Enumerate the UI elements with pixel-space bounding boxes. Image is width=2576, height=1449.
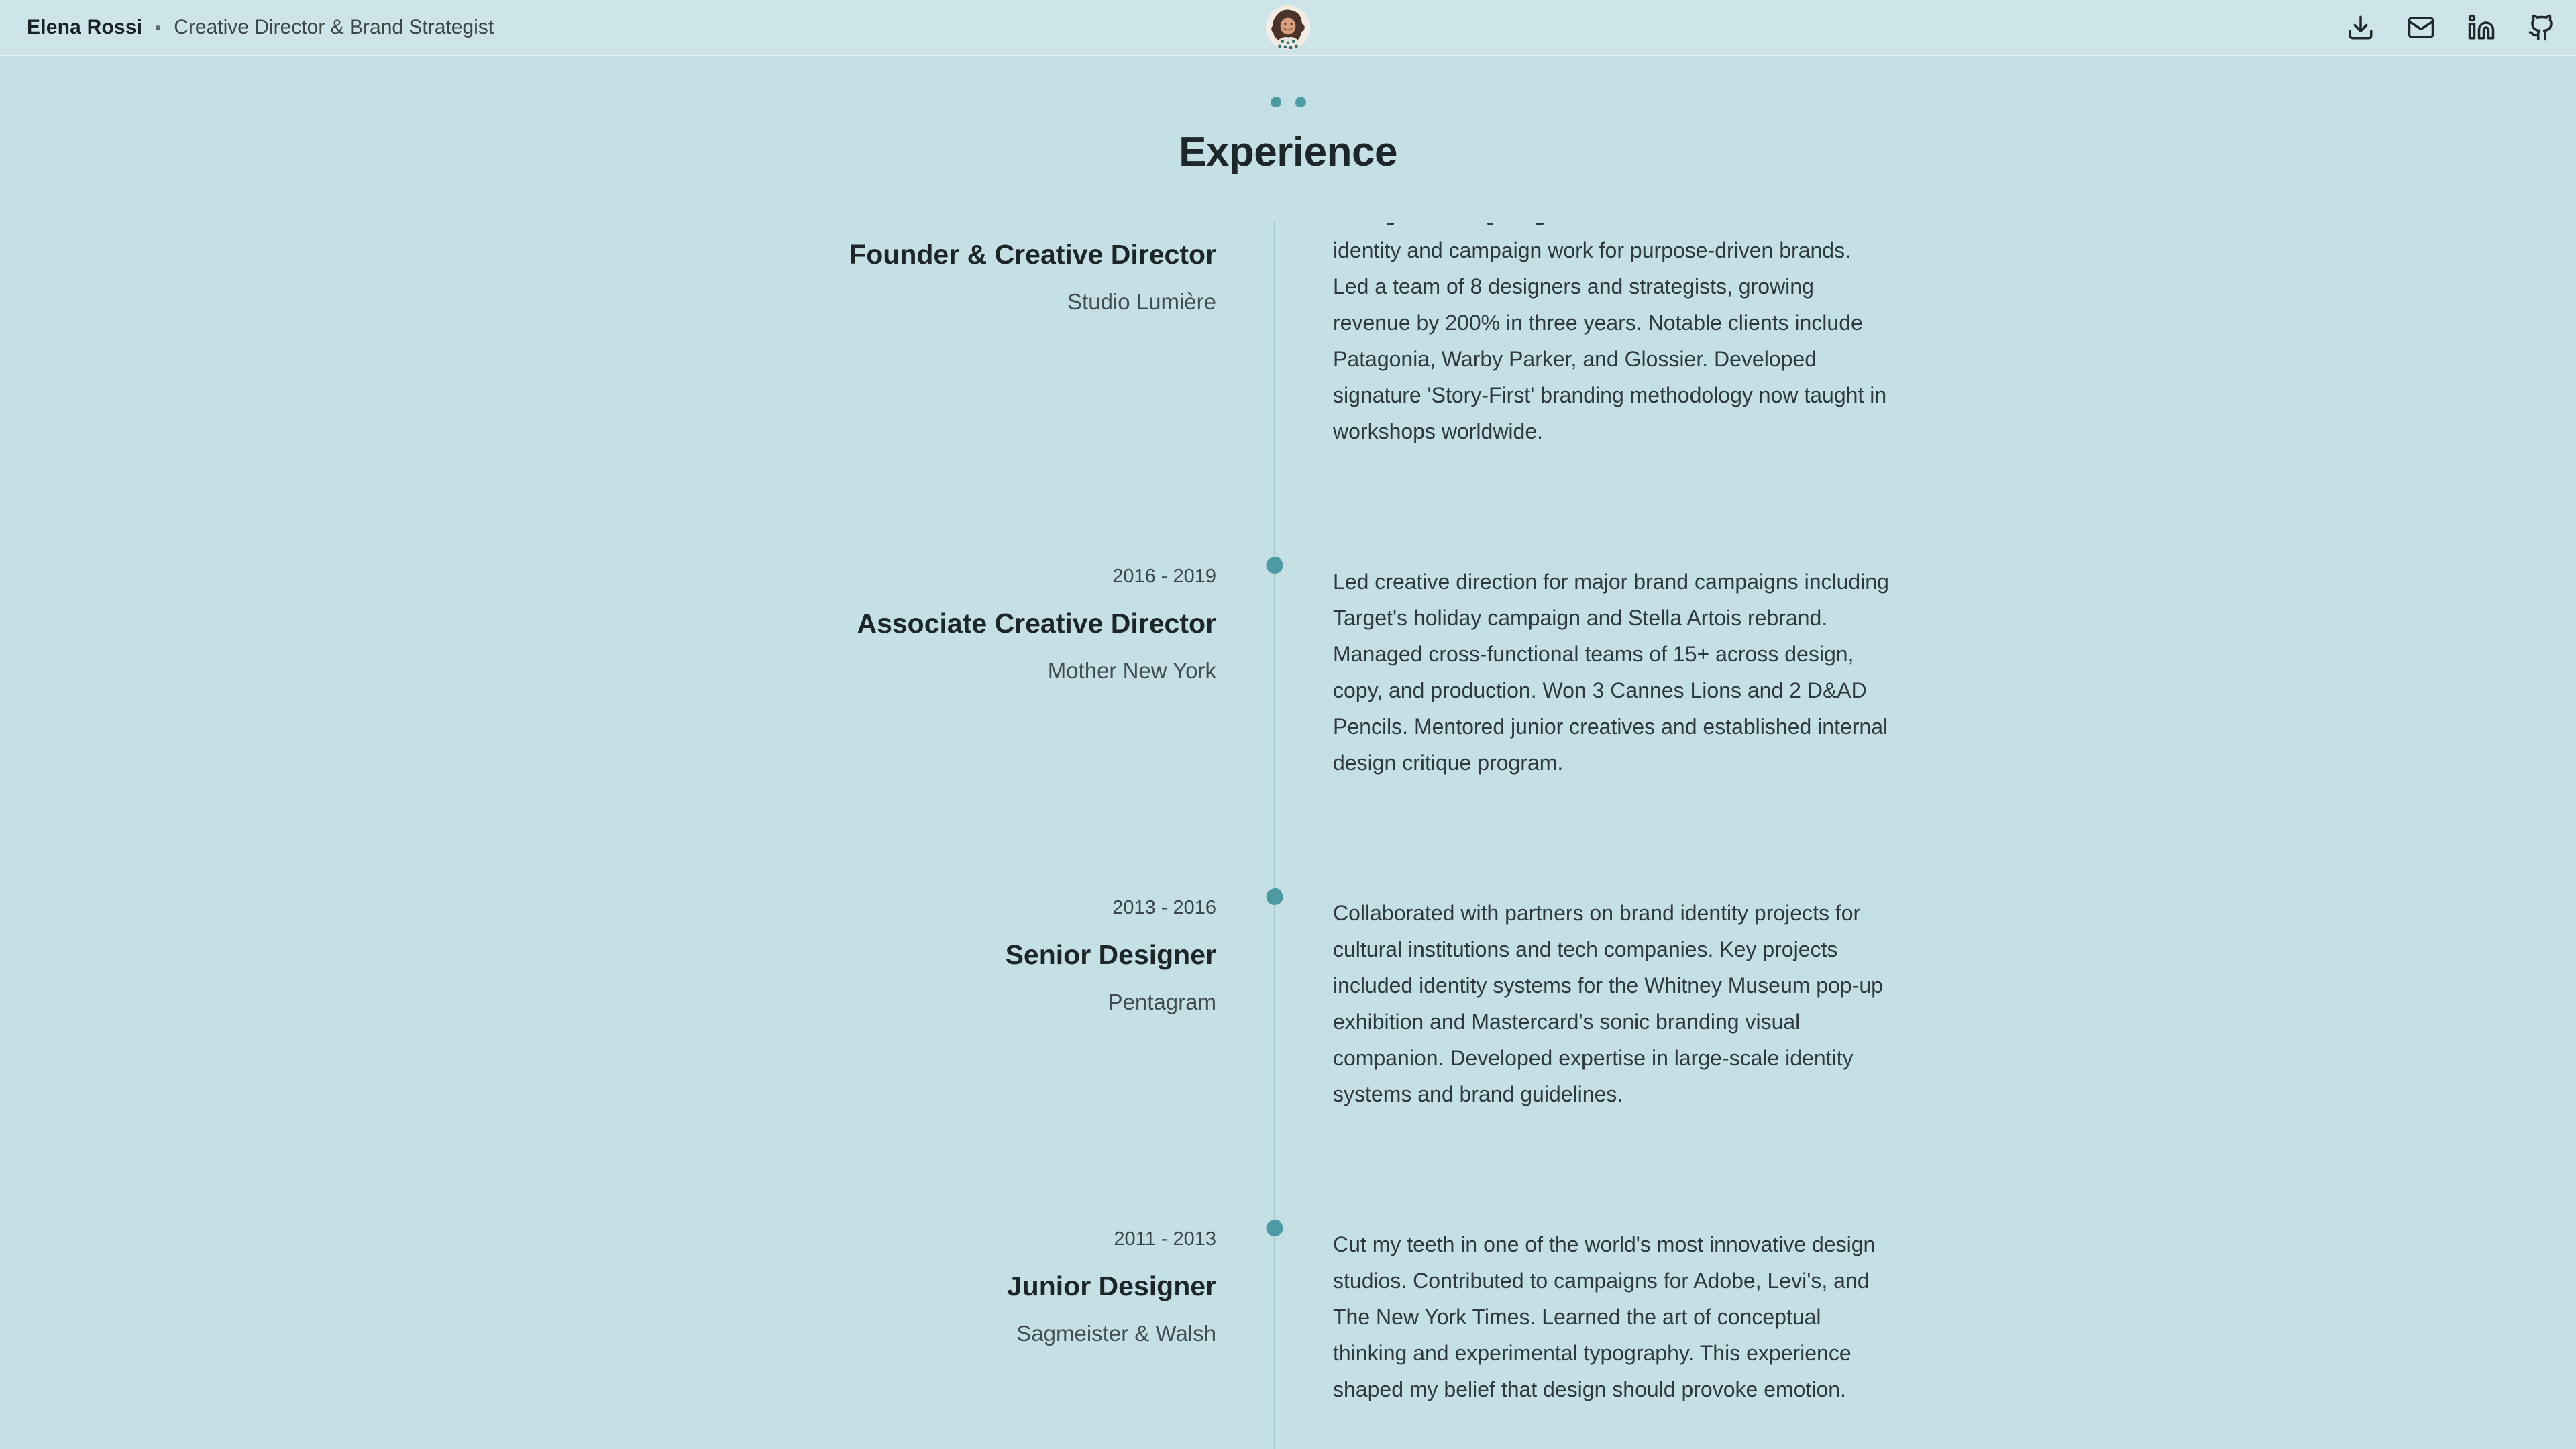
experience-timeline [686, 221, 1890, 1407]
download-icon [2347, 13, 2375, 42]
identity-block [27, 16, 2347, 39]
clipped-text-fragment [1387, 223, 1394, 225]
linkedin-icon [2467, 13, 2496, 42]
mail-icon [2407, 13, 2435, 42]
job-role: Junior Designer [1006, 1271, 1216, 1301]
experience-item-body [1333, 221, 1890, 449]
experience-item [686, 564, 1890, 781]
timeline-gutter [1216, 221, 1333, 449]
separator-dot [156, 25, 160, 30]
timeline-dot [1267, 557, 1283, 574]
experience-item [686, 1226, 1890, 1407]
timeline-gutter [1216, 564, 1333, 781]
download-button[interactable] [2347, 13, 2375, 42]
clipped-text-fragment [1487, 223, 1493, 225]
section-indicator-dot-2[interactable] [1295, 97, 1306, 107]
job-dates: 2016 - 2019 [1112, 566, 1216, 587]
section-indicator-dot-1[interactable] [1271, 97, 1281, 107]
experience-item [686, 221, 1890, 449]
job-company: Pentagram [1108, 989, 1216, 1014]
timeline-gutter [1216, 895, 1333, 1112]
job-company: Sagmeister & Walsh [1016, 1321, 1216, 1346]
person-name: Elena Rossi [27, 16, 143, 38]
section-indicators [0, 97, 2576, 107]
experience-item-meta [686, 895, 1216, 1112]
header-actions [2347, 13, 2556, 42]
clipped-text-fragment [1536, 223, 1544, 225]
job-company: Studio Lumière [1067, 289, 1216, 314]
linkedin-button[interactable] [2467, 13, 2496, 42]
avatar[interactable] [1266, 5, 1310, 50]
experience-item-meta [686, 221, 1216, 449]
experience-item-meta [686, 564, 1216, 781]
email-button[interactable] [2407, 13, 2435, 42]
experience-item [686, 895, 1890, 1112]
experience-item-body [1333, 1226, 1890, 1407]
github-button[interactable] [2528, 13, 2556, 42]
job-dates: 2013 - 2016 [1112, 897, 1216, 918]
top-bar [0, 0, 2576, 56]
job-description: identity and campaign work for purpose-driven brands. Led a team of 8 designers and strategists, growing revenue by 200% in three years. Notable clients include Patagonia, Warby Parker, and Glossier. Developed signature 'Story-First' branding methodology now taught in workshops worldwide. [1333, 238, 1887, 443]
job-description: Collaborated with partners on brand identity projects for cultural institutions and tech companies. Key projects included identity systems for the Whitney Museum pop-up exhibition and Mastercard's sonic branding visual companion. Developed expertise in large-scale identity systems and brand guidelines. [1333, 901, 1883, 1106]
experience-item-body [1333, 895, 1890, 1112]
job-dates: 2011 - 2013 [1114, 1228, 1216, 1250]
experience-item-body [1333, 564, 1890, 781]
avatar-illustration [1266, 5, 1310, 50]
timeline-dot [1267, 888, 1283, 905]
clipped-text-fragments [1333, 223, 1890, 225]
experience-item-meta [686, 1226, 1216, 1407]
github-icon [2528, 13, 2556, 42]
job-role: Senior Designer [1005, 939, 1216, 970]
timeline-gutter [1216, 1226, 1333, 1407]
job-role: Founder & Creative Director [849, 239, 1216, 270]
person-subtitle: Creative Director & Brand Strategist [174, 16, 494, 38]
job-description: Led creative direction for major brand campaigns including Target's holiday campaign and Stella Artois rebrand. Managed cross-functional teams of 15+ across design, copy, and production. Won 3 Cannes Lions and 2 D&AD Pencils. Mentored junior creatives and established internal design critique program. [1333, 570, 1889, 775]
page-title: Experience [1179, 129, 1397, 175]
timeline-dot [1267, 1220, 1283, 1236]
job-description: Cut my teeth in one of the world's most innovative design studios. Contributed to campaigns for Adobe, Levi's, and The New York Times. Learned the art of conceptual thinking and experimental typography. This experience shaped my belief that design should provoke emotion. [1333, 1232, 1876, 1401]
job-role: Associate Creative Director [857, 608, 1216, 639]
job-company: Mother New York [1047, 658, 1216, 683]
